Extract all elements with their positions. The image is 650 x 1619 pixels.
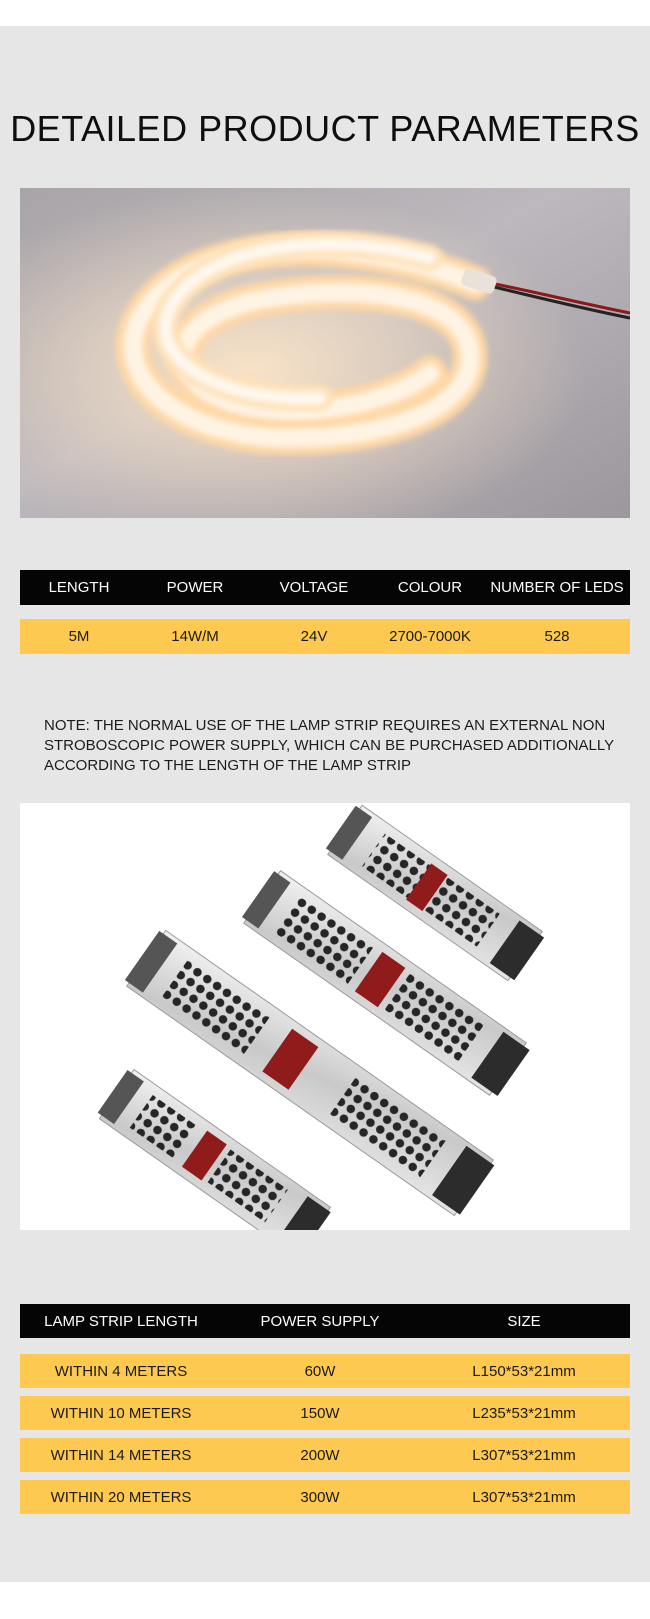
spec-value-bar bbox=[20, 619, 630, 654]
spec-value-leds: 528 bbox=[544, 628, 570, 645]
spec-header-voltage: VOLTAGE bbox=[279, 579, 349, 596]
spec-header-leds: NUMBER OF LEDS bbox=[490, 579, 624, 596]
power-supply-photo bbox=[20, 803, 630, 1230]
supply-row-size: L307*53*21mm bbox=[472, 1488, 576, 1506]
supply-row-size: L235*53*21mm bbox=[472, 1404, 576, 1422]
supply-row-power: 200W bbox=[300, 1446, 340, 1464]
supply-header-size: SIZE bbox=[507, 1312, 541, 1330]
supply-row bbox=[20, 1438, 630, 1472]
supply-row-power: 150W bbox=[300, 1404, 340, 1422]
led-strip-photo bbox=[20, 188, 630, 518]
spec-header-colour: COLOUR bbox=[397, 579, 463, 596]
supply-row-length: WITHIN 20 METERS bbox=[50, 1488, 192, 1506]
spec-header-power: POWER bbox=[166, 579, 224, 596]
supply-header-length: LAMP STRIP LENGTH bbox=[44, 1312, 198, 1330]
supply-row-size: L307*53*21mm bbox=[472, 1446, 576, 1464]
spec-value-voltage: 24V bbox=[300, 628, 328, 645]
page-title: DETAILED PRODUCT PARAMETERS bbox=[10, 108, 640, 150]
supply-header-bar bbox=[20, 1304, 630, 1338]
bottom-margin bbox=[0, 1582, 650, 1619]
supply-row bbox=[20, 1396, 630, 1430]
spec-header-bar bbox=[20, 570, 630, 605]
supply-row-length: WITHIN 14 METERS bbox=[50, 1446, 192, 1464]
supply-row bbox=[20, 1480, 630, 1514]
spec-header-length: LENGTH bbox=[48, 579, 110, 596]
spec-value-power: 14W/M bbox=[171, 628, 219, 645]
supply-row-size: L150*53*21mm bbox=[472, 1362, 576, 1380]
spec-value-length: 5M bbox=[68, 628, 90, 645]
top-margin bbox=[0, 0, 650, 26]
power-supply-note: NOTE: THE NORMAL USE OF THE LAMP STRIP REQUIRES AN EXTERNAL NON STROBOSCOPIC POWER SUPPLY, WHICH CAN BE PURCHASED ADDITIONALLY ACCORDING TO THE LENGTH OF THE LAMP STRIP bbox=[44, 717, 614, 774]
supply-header-power: POWER SUPPLY bbox=[260, 1312, 380, 1330]
supply-row-power: 60W bbox=[304, 1362, 336, 1380]
supply-row bbox=[20, 1354, 630, 1388]
supply-row-length: WITHIN 4 METERS bbox=[54, 1362, 188, 1380]
supply-row-length: WITHIN 10 METERS bbox=[50, 1404, 192, 1422]
spec-value-colour: 2700-7000K bbox=[389, 628, 471, 645]
supply-row-power: 300W bbox=[300, 1488, 340, 1506]
